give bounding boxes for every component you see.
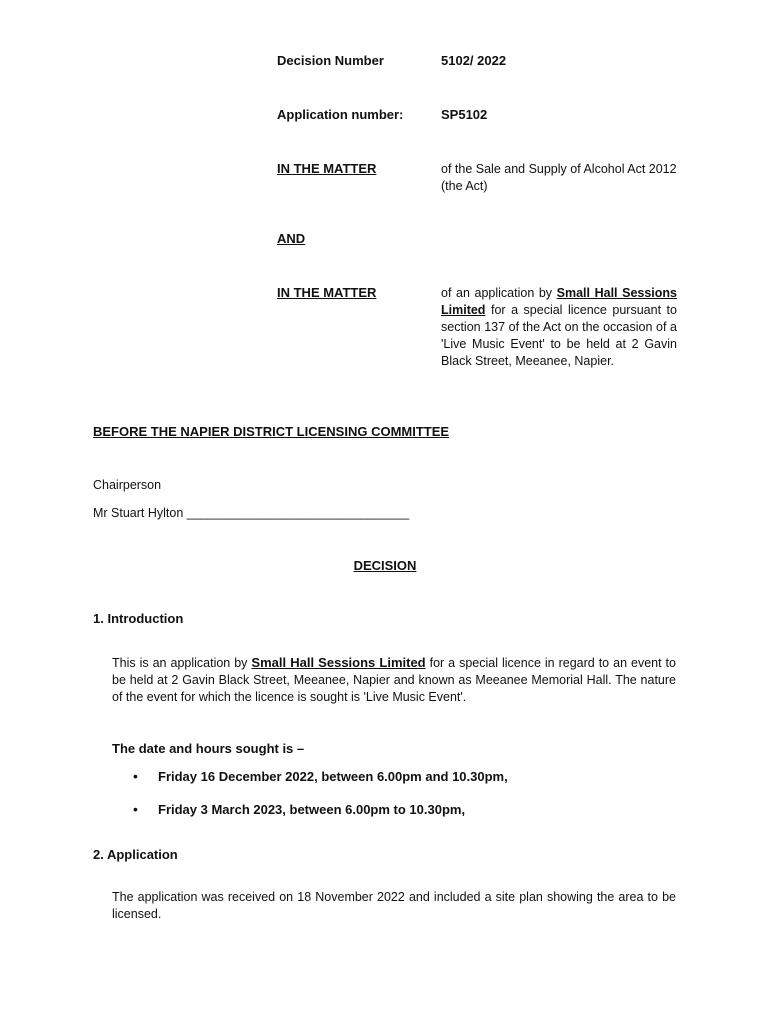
decision-number-label: Decision Number [277, 53, 384, 68]
intro-text-pre: This is an application by [112, 656, 252, 670]
chairperson-name: Mr Stuart Hylton ________________________________ [93, 506, 410, 520]
date-item-1: Friday 16 December 2022, between 6.00pm and 10.30pm, [158, 769, 508, 784]
intro-text-post: for a special licence in regard to an event to be held at 2 Gavin Black Street, Meeanee, Napier and known as Meeanee Memorial Hall. The nature of the event for which the licence is sought is 'Live Music Event'. [112, 656, 676, 704]
company-name: Small Hall Sessions Limited [441, 286, 677, 317]
date-item-2: Friday 3 March 2023, between 6.00pm to 10.30pm, [158, 802, 466, 817]
intro-paragraph [112, 654, 676, 706]
decision-heading: DECISION [353, 558, 417, 573]
committee-heading: BEFORE THE NAPIER DISTRICT LICENSING COMMITTEE [93, 424, 450, 439]
matter-text-2 [441, 285, 677, 370]
bullet-icon: • [133, 768, 138, 784]
application-number-label: Application number: [277, 107, 404, 122]
matter-text-1: of the Sale and Supply of Alcohol Act 2012 (the Act) [441, 162, 677, 193]
matter-text-2-pre: of an application by [441, 286, 557, 300]
application-paragraph: The application was received on 18 November 2022 and included a site plan showing the area to be licensed. [112, 890, 676, 921]
matter-label-2: IN THE MATTER [277, 285, 377, 300]
decision-number-value: 5102/ 2022 [441, 53, 507, 68]
matter-text-2-post: for a special licence pursuant to section 137 of the Act on the occasion of a 'Live Music Event' to be held at 2 Gavin Black Street, Meeanee, Napier. [441, 303, 677, 368]
matter-label-1: IN THE MATTER [277, 161, 377, 176]
application-number-value: SP5102 [441, 107, 488, 122]
and-label: AND [277, 231, 306, 246]
section-1-heading: 1. Introduction [93, 611, 184, 626]
dates-heading: The date and hours sought is – [112, 741, 305, 756]
bullet-icon: • [133, 801, 138, 817]
intro-company-name: Small Hall Sessions Limited [251, 655, 426, 670]
chairperson-label: Chairperson [93, 478, 162, 492]
section-2-heading: 2. Application [93, 847, 178, 862]
